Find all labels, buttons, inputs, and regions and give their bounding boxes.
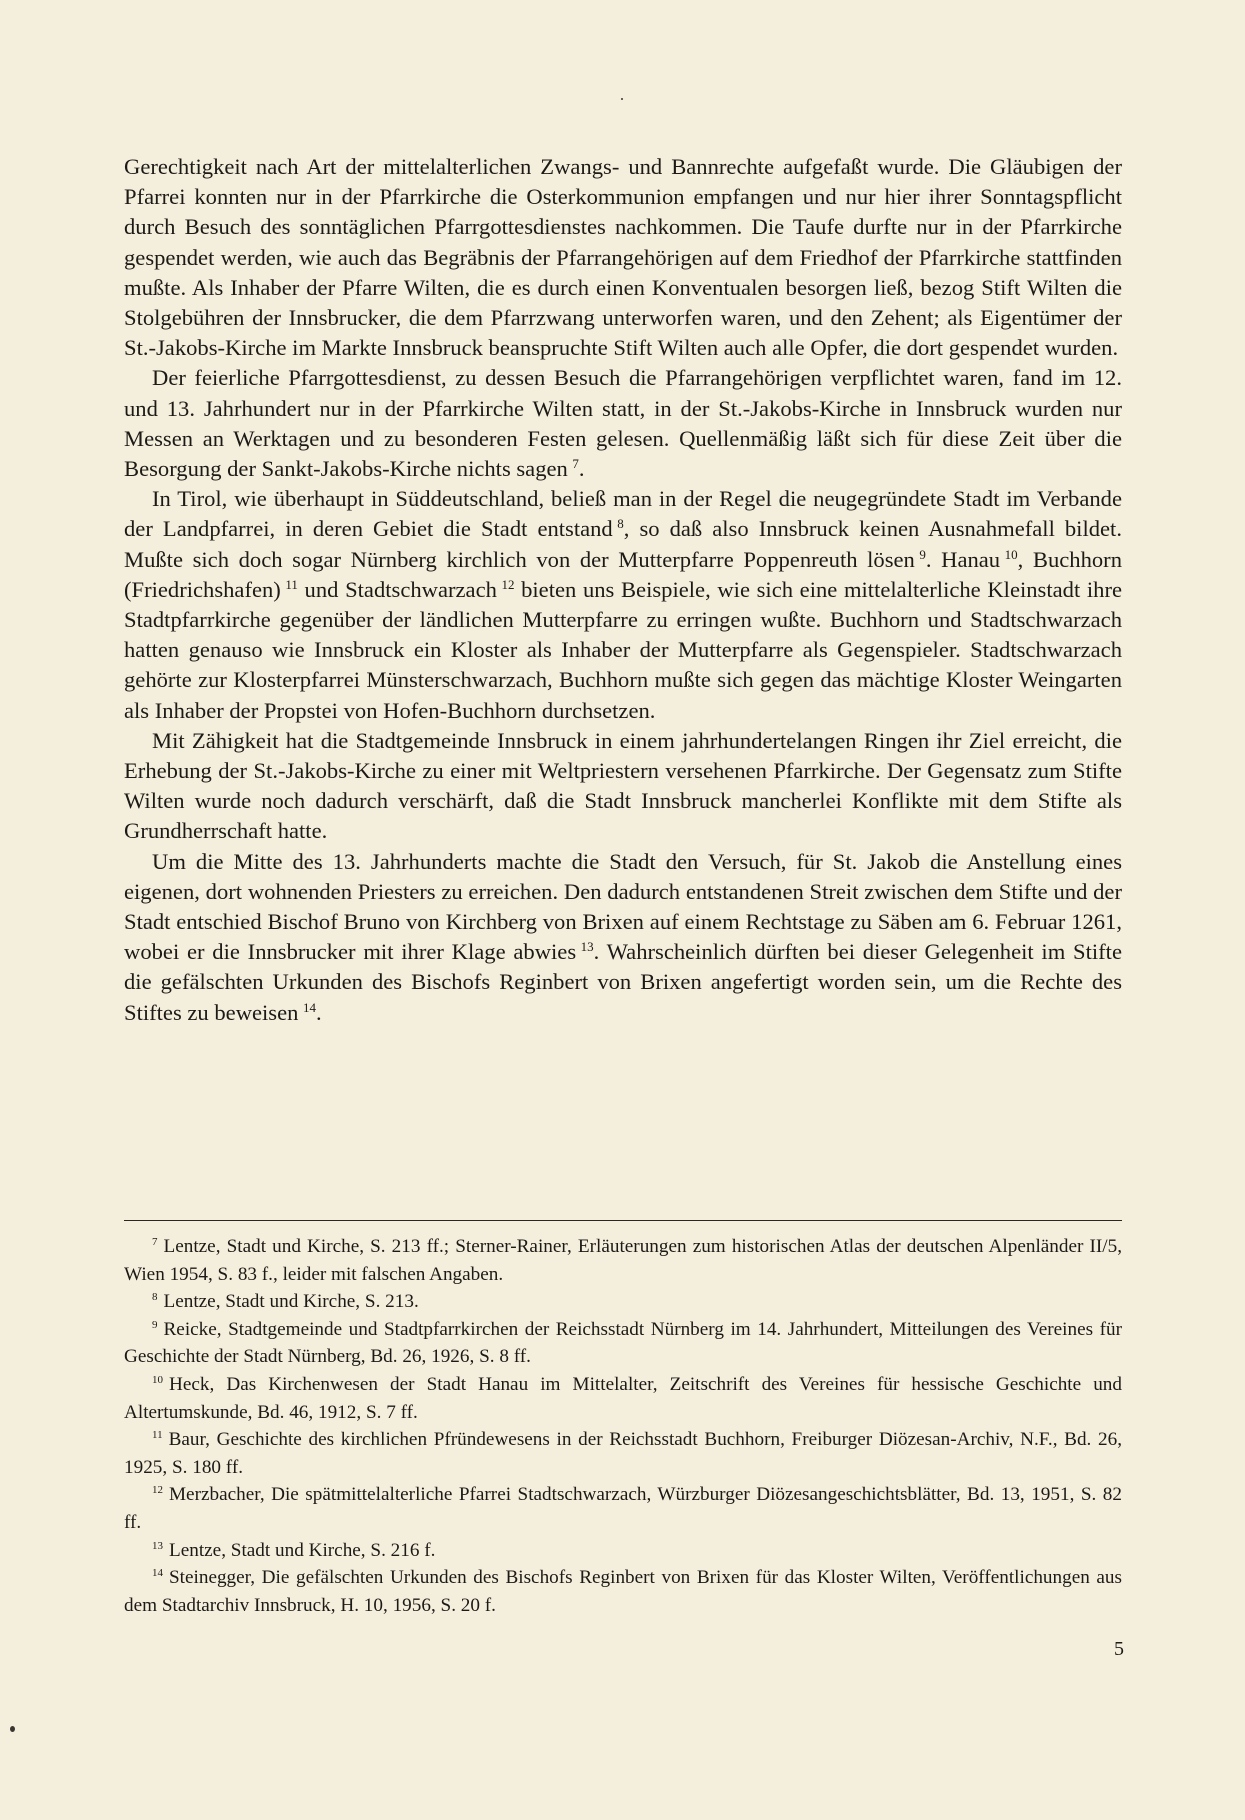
ink-speck	[621, 98, 623, 100]
paragraph-1: Gerechtigkeit nach Art der mittelalterlichen Zwangs- und Bannrechte aufgefaßt wurde. Die Gläubigen der Pfarrei konnten nur in der Pfarrkirche die Osterkommunion empfangen und nur hier ihrer Sonntagspflicht durch Besuch des sonntäglichen Pfarrgottesdienstes nachkommen. Die Taufe durfte nur in der Pfarrkirche gespendet werden, wie auch das Begräbnis der Pfarrangehörigen auf dem Friedhof der Pfarrkirche stattfinden mußte. Als Inhaber der Pfarre Wilten, die es durch einen Konventualen besorgen ließ, bezog Stift Wilten die Stolgebühren der Innsbrucker, die dem Pfarrzwang unterworfen waren, und den Zehent; als Eigentümer der St.-Jakobs-Kirche im Markte Innsbruck beanspruchte Stift Wilten auch alle Opfer, die dort gespendet wurden.	[124, 154, 1122, 361]
footnote-separator	[124, 1220, 1122, 1221]
footnote-ref-8[interactable]: 8	[617, 516, 624, 532]
page-number: 5	[1114, 1638, 1124, 1660]
footnotes	[124, 1233, 1122, 1619]
footnote-ref-12[interactable]: 12	[501, 576, 515, 592]
paragraph-2: Der feierliche Pfarrgottesdienst, zu dessen Besuch die Pfarrangehörigen verpflichtet waren, fand im 12. und 13. Jahrhundert nur in der Pfarrkirche Wilten statt, in der St.-Jakobs-Kirche in Innsbruck wurden nur Messen an Werktagen und zu besonderen Festen gelesen. Quellenmäßig läßt sich für diese Zeit über die Besorgung der Sankt-Jakobs-Kirche nichts sagen $^7$.	[124, 365, 1122, 482]
footnote-ref-11[interactable]: 11	[285, 576, 298, 592]
main-text	[124, 152, 1122, 1028]
footnote: $^{14}$ Steinegger, Die gefälschten Urkunden des Bischofs Reginbert von Brixen für das Kloster Wilten, Veröffentlichungen aus dem Stadtarchiv Innsbruck, H. 10, 1956, S. 20 f.	[124, 1567, 1122, 1616]
footnote: $^8$ Lentze, Stadt und Kirche, S. 213.	[152, 1291, 419, 1313]
footnote: $^{11}$ Baur, Geschichte des kirchlichen Pfründewesens in der Reichsstadt Buchhorn, Freiburger Diözesan-Archiv, N.F., Bd. 26, 1925, S. 180 ff.	[124, 1429, 1122, 1478]
footnote-ref-7[interactable]: 7	[572, 456, 579, 472]
footnote: $^{10}$ Heck, Das Kirchenwesen der Stadt Hanau im Mittelalter, Zeitschrift des Vereines für hessische Geschichte und Altertumskunde, Bd. 46, 1912, S. 7 ff.	[124, 1373, 1122, 1423]
footnote-ref-14[interactable]: 14	[302, 999, 316, 1015]
footnote: $^{13}$ Lentze, Stadt und Kirche, S. 216 f.	[152, 1539, 436, 1561]
paragraph-4: Mit Zähigkeit hat die Stadtgemeinde Innsbruck in einem jahrhundertelangen Ringen ihr Ziel erreicht, die Erhebung der St.-Jakobs-Kirche zu einer mit Weltpriestern versehenen Pfarrkirche. Der Gegensatz zum Stifte Wilten wurde noch dadurch verschärft, daß die Stadt Innsbruck mancherlei Konflikte mit dem Stifte als Grundherrschaft hatte.	[124, 727, 1122, 844]
footnote-ref-9[interactable]: 9	[919, 546, 926, 562]
footnote: $^7$ Lentze, Stadt und Kirche, S. 213 ff.; Sterner-Rainer, Erläuterungen zum historischen Atlas der deutschen Alpenländer II/5, Wien 1954, S. 83 f., leider mit falschen Angaben.	[124, 1236, 1122, 1285]
footnote-ref-10[interactable]: 10	[1004, 546, 1018, 562]
paragraph-3: In Tirol, wie überhaupt in Süddeutschland, beließ man in der Regel die neugegründete Stadt im Verbande der Landpfarrei, in deren Gebiet die Stadt entstand $^8$, so daß also Innsbruck keinen Ausnahmefall bildet. Mußte sich doch sogar Nürnberg kirchlich von der Mutterpfarre Poppenreuth lösen $^9$. Hanau $^{10}$, Buchhorn (Friedrichshafen) $^{11}$ und Stadtschwarzach $^{12}$ bieten uns Beispiele, wie sich eine mittelalterliche Kleinstadt ihre Stadtpfarrkirche gegenüber der ländlichen Mutterpfarre zu erringen wußte. Buchhorn und Stadtschwarzach hatten genauso wie Innsbruck ein Kloster als Inhaber der Mutterpfarre als Gegenspieler. Stadtschwarzach gehörte zur Klosterpfarrei Münsterschwarzach, Buchhorn mußte sich gegen das mächtige Kloster Weingarten als Inhaber der Propstei von Hofen-Buchhorn durchsetzen.	[124, 486, 1123, 723]
footnote: $^9$ Reicke, Stadtgemeinde und Stadtpfarrkirchen der Reichsstadt Nürnberg im 14. Jahrhundert, Mitteilungen des Vereines für Geschichte der Stadt Nürnberg, Bd. 26, 1926, S. 8 ff.	[124, 1318, 1122, 1368]
paragraph-5: Um die Mitte des 13. Jahrhunderts machte die Stadt den Versuch, für St. Jakob die Anstellung eines eigenen, dort wohnenden Priesters zu erreichen. Den dadurch entstandenen Streit zwischen dem Stifte und der Stadt entschied Bischof Bruno von Kirchberg von Brixen auf einem Rechtstage zu Säben am 6. Februar 1261, wobei er die Innsbrucker mit ihrer Klage abwies $^{13}$. Wahrscheinlich dürften bei dieser Gelegenheit im Stifte die gefälschten Urkunden des Bischofs Reginbert von Brixen angefertigt worden sein, um die Rechte des Stiftes zu beweisen $^{14}$.	[124, 848, 1122, 1025]
ink-speck	[10, 1726, 15, 1732]
footnote: $^{12}$ Merzbacher, Die spätmittelalterliche Pfarrei Stadtschwarzach, Würzburger Diözesangeschichtsblätter, Bd. 13, 1951, S. 82 ff.	[124, 1484, 1122, 1533]
footnote-ref-13[interactable]: 13	[580, 939, 594, 955]
